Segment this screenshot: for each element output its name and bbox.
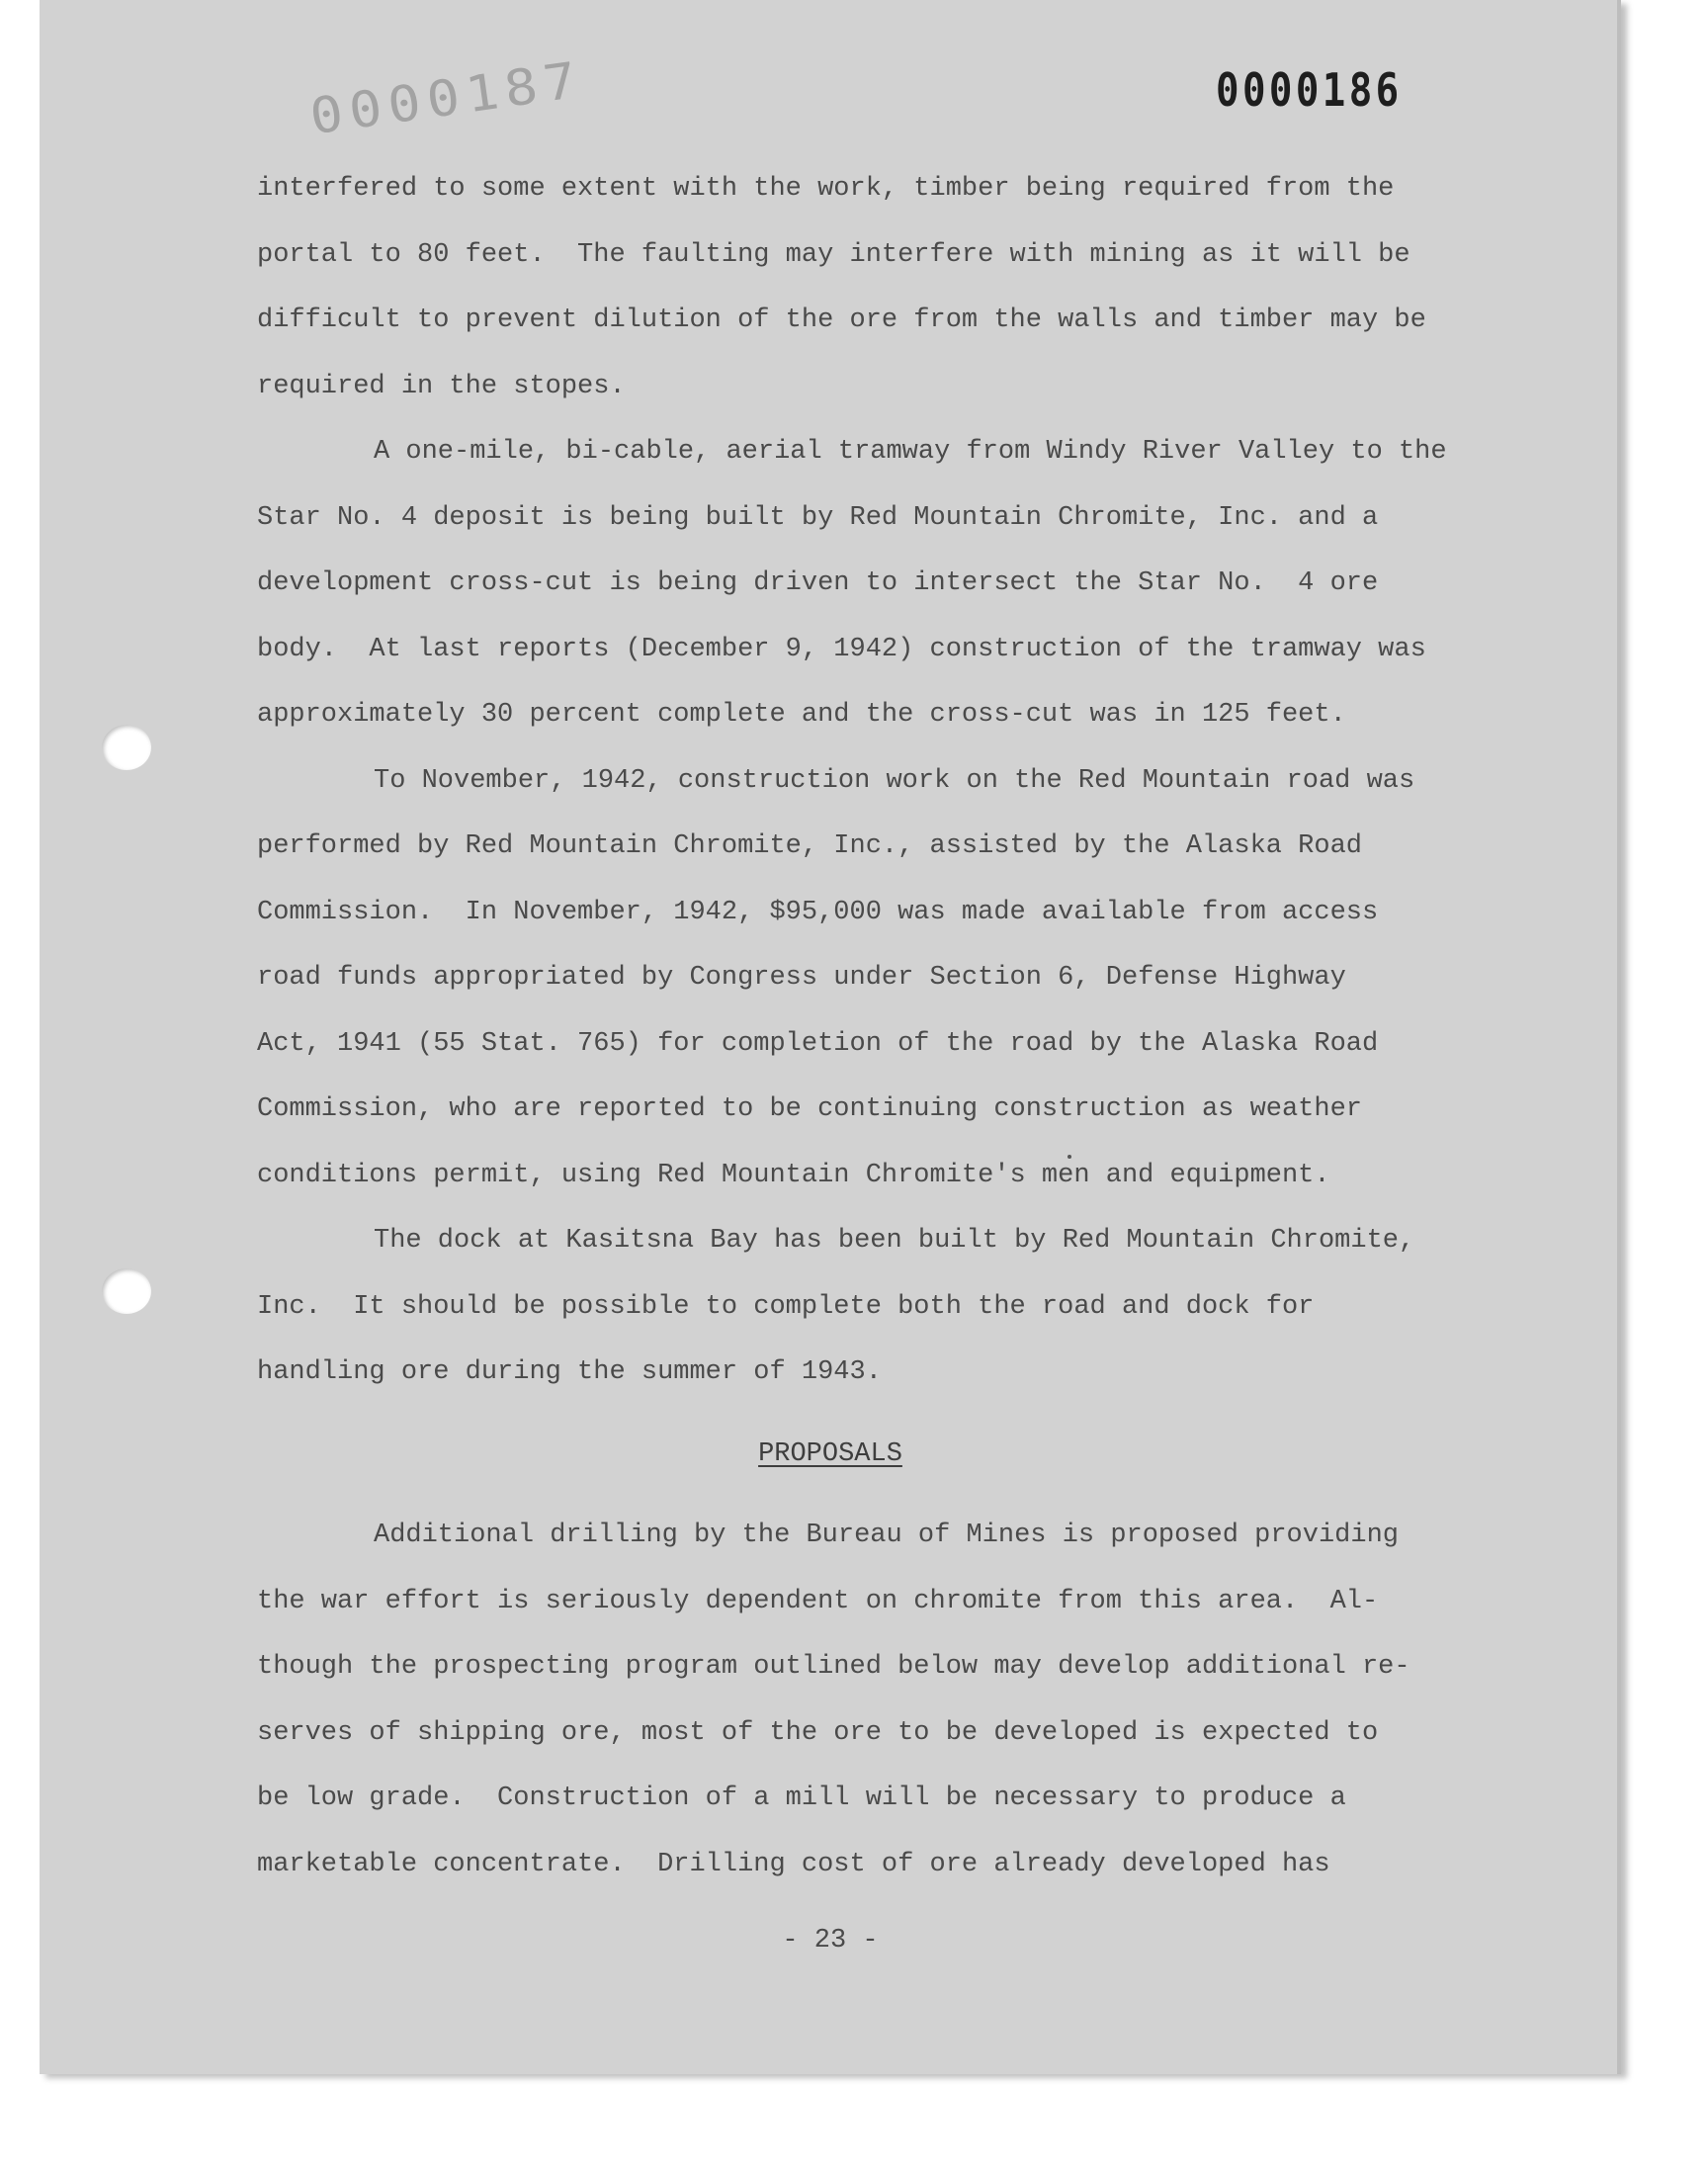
text-line: development cross-cut is being driven to intersect the Star No. 4 ore xyxy=(257,568,1379,598)
faded-number-stamp: 0000187 xyxy=(306,50,587,146)
text-line: be low grade. Construction of a mill will be necessary to produce a xyxy=(257,1784,1346,1813)
text-line: Star No. 4 deposit is being built by Red Mountain Chromite, Inc. and a xyxy=(257,502,1379,533)
text-line: performed by Red Mountain Chromite, Inc., assisted by the Alaska Road xyxy=(257,831,1362,861)
paragraph xyxy=(257,1208,1542,1406)
paragraph xyxy=(257,748,1542,1209)
text-line: serves of shipping ore, most of the ore to be developed is expected to xyxy=(257,1717,1379,1748)
text-line: though the prospecting program outlined below may develop additional re- xyxy=(257,1652,1410,1682)
text-line: difficult to prevent dilution of the ore from the walls and timber may be xyxy=(257,305,1426,335)
text-line: handling ore during the summer of 1943. xyxy=(257,1357,882,1387)
text-line: approximately 30 percent complete and the cross-cut was in 125 feet. xyxy=(257,700,1346,730)
text-line: The dock at Kasitsna Bay has been built by Red Mountain Chromite, xyxy=(374,1226,1415,1256)
paragraph xyxy=(257,156,1542,419)
body-text-top xyxy=(257,156,1542,1406)
text-line: marketable concentrate. Drilling cost of ore already developed has xyxy=(257,1849,1330,1879)
paragraph xyxy=(257,1503,1542,1897)
punch-hole-lower xyxy=(102,1268,151,1314)
text-line: portal to 80 feet. The faulting may interfere with mining as it will be xyxy=(257,239,1410,270)
text-line: required in the stopes. xyxy=(257,371,626,401)
document-page xyxy=(40,0,1621,2074)
text-line: Commission, who are reported to be continuing construction as weather xyxy=(257,1094,1362,1124)
paragraph xyxy=(257,419,1542,748)
text-line: interfered to some extent with the work, timber being required from the xyxy=(257,174,1395,204)
text-line: Commission. In November, 1942, $95,000 was made available from access xyxy=(257,897,1379,927)
text-line: Inc. It should be possible to complete both the road and dock for xyxy=(257,1291,1315,1322)
page-edge xyxy=(1617,0,1621,2074)
text-line: body. At last reports (December 9, 1942) construction of the tramway was xyxy=(257,634,1426,664)
text-line: A one-mile, bi-cable, aerial tramway from Windy River Valley to the xyxy=(374,437,1447,467)
body-text-bottom xyxy=(257,1503,1542,1897)
document-number-stamp: 0000186 xyxy=(1216,63,1403,117)
text-line: road funds appropriated by Congress under Section 6, Defense Highway xyxy=(257,963,1346,993)
text-line: Act, 1941 (55 Stat. 765) for completion of the road by the Alaska Road xyxy=(257,1028,1379,1059)
text-line: Additional drilling by the Bureau of Mines is proposed providing xyxy=(374,1521,1399,1550)
page-number: - 23 - xyxy=(782,1926,879,1956)
ink-speck xyxy=(1068,1155,1071,1159)
punch-hole-upper xyxy=(102,725,151,770)
text-line: the war effort is seriously dependent on chromite from this area. Al- xyxy=(257,1586,1379,1616)
text-line: conditions permit, using Red Mountain Chromite's men and equipment. xyxy=(257,1160,1330,1190)
section-heading: PROPOSALS xyxy=(758,1439,902,1469)
text-line: To November, 1942, construction work on the Red Mountain road was xyxy=(374,765,1415,796)
